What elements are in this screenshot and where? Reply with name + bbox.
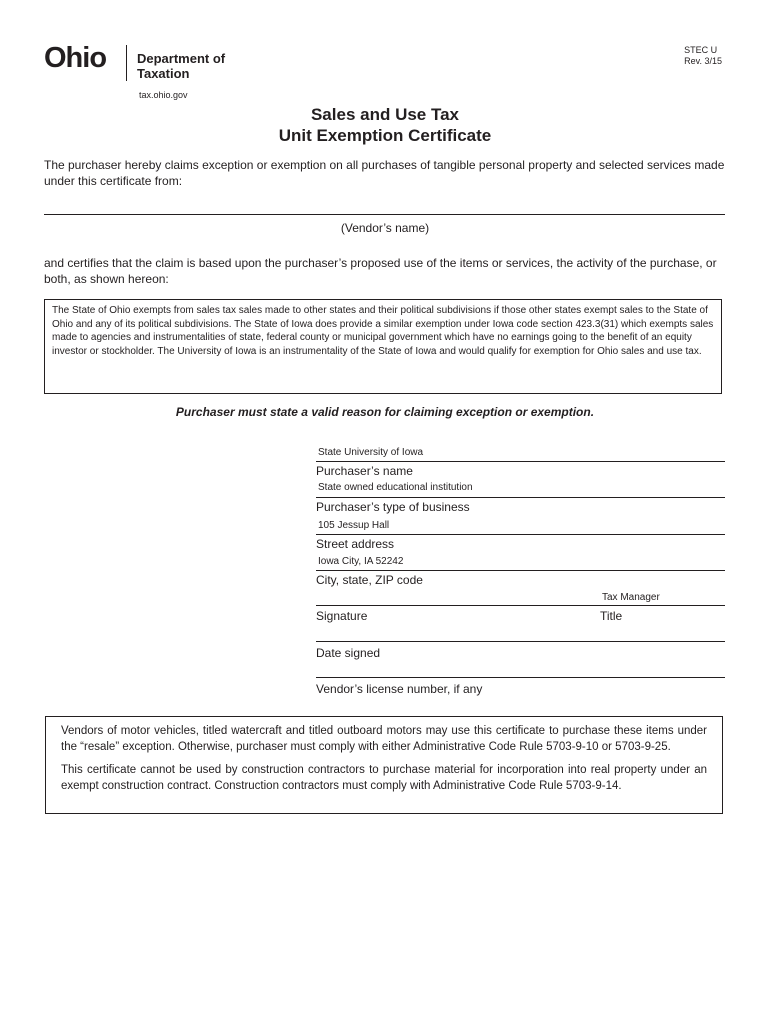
notes-box: [45, 716, 723, 814]
form-revision: Rev. 3/15: [684, 56, 722, 66]
logo-divider: [126, 45, 127, 81]
certifies-text: and certifies that the claim is based upon the purchaser’s proposed use of the items or services, the activity of the purchase, or both, as shown hereon:: [44, 256, 717, 286]
reason-instruction: Purchaser must state a valid reason for claiming exception or exemption.: [175, 405, 595, 419]
city-line: [316, 570, 725, 571]
vendor-name-line[interactable]: [44, 214, 725, 215]
license-line[interactable]: [316, 677, 725, 678]
signature-label: Signature: [316, 609, 368, 623]
title-value[interactable]: Tax Manager: [602, 592, 660, 603]
business-type-line: [316, 497, 725, 498]
date-label: Date signed: [316, 646, 381, 660]
title-line1: Sales and Use Tax: [310, 105, 460, 124]
title-line2: Unit Exemption Certificate: [278, 126, 492, 145]
department-line2: Taxation: [137, 66, 190, 81]
form-identifier: [684, 45, 722, 67]
vehicles-note: Vendors of motor vehicles, titled watercraft and titled outboard motors may use this certificate to purchase these items under the “resale” exception. Otherwise, purchaser must comply with either Administrative Code Rule 5703-9-10 or 5703-9-25.: [61, 725, 707, 753]
street-value[interactable]: 105 Jessup Hall: [318, 520, 390, 531]
form-code: STEC U: [684, 45, 718, 55]
purchaser-name-line: [316, 461, 725, 462]
purchaser-name-label: Purchaser’s name: [316, 464, 413, 478]
street-label: Street address: [316, 537, 395, 551]
city-value[interactable]: Iowa City, IA 52242: [318, 556, 404, 567]
signature-line[interactable]: [316, 605, 725, 606]
street-line: [316, 534, 725, 535]
exemption-statement-box: The State of Ohio exempts from sales tax sales made to other states and their political subdivisions if those other states exempt sales to the State of Ohio and any of its political subdivisions. The State of Iowa does provide a similar exemption under Iowa code section 423.3(31) which exempts sales made to agencies and instrumentalities of state, federal county or municipal government which have no earnings going to the benefit of an equity investor or stockholder. The University of Iowa is an instrumentality of the State of Iowa and would qualify for exemption for Ohio sales and use tax.: [44, 299, 722, 394]
ohio-logo: Ohio: [44, 42, 107, 74]
license-label: Vendor’s license number, if any: [316, 682, 483, 696]
department-line1: Department of: [137, 51, 226, 66]
business-type-label: Purchaser’s type of business: [316, 500, 470, 514]
purchaser-name-value[interactable]: State University of Iowa: [318, 447, 424, 458]
city-label: City, state, ZIP code: [316, 573, 423, 587]
title-label: Title: [600, 609, 623, 623]
website: tax.ohio.gov: [139, 90, 188, 100]
business-type-value[interactable]: State owned educational institution: [318, 482, 473, 493]
date-line[interactable]: [316, 641, 725, 642]
vendor-name-label: (Vendor’s name): [340, 221, 430, 235]
intro-text: The purchaser hereby claims exception or exemption on all purchases of tangible personal property and selected services made under this certificate from:: [44, 158, 725, 188]
page-title: [0, 104, 770, 146]
department-name: [137, 51, 225, 81]
contractors-note: This certificate cannot be used by construction contractors to purchase material for incorporation into real property under an exempt construction contract. Construction contractors must comply with Administrative Code Rule 5703-9-14.: [61, 764, 707, 792]
